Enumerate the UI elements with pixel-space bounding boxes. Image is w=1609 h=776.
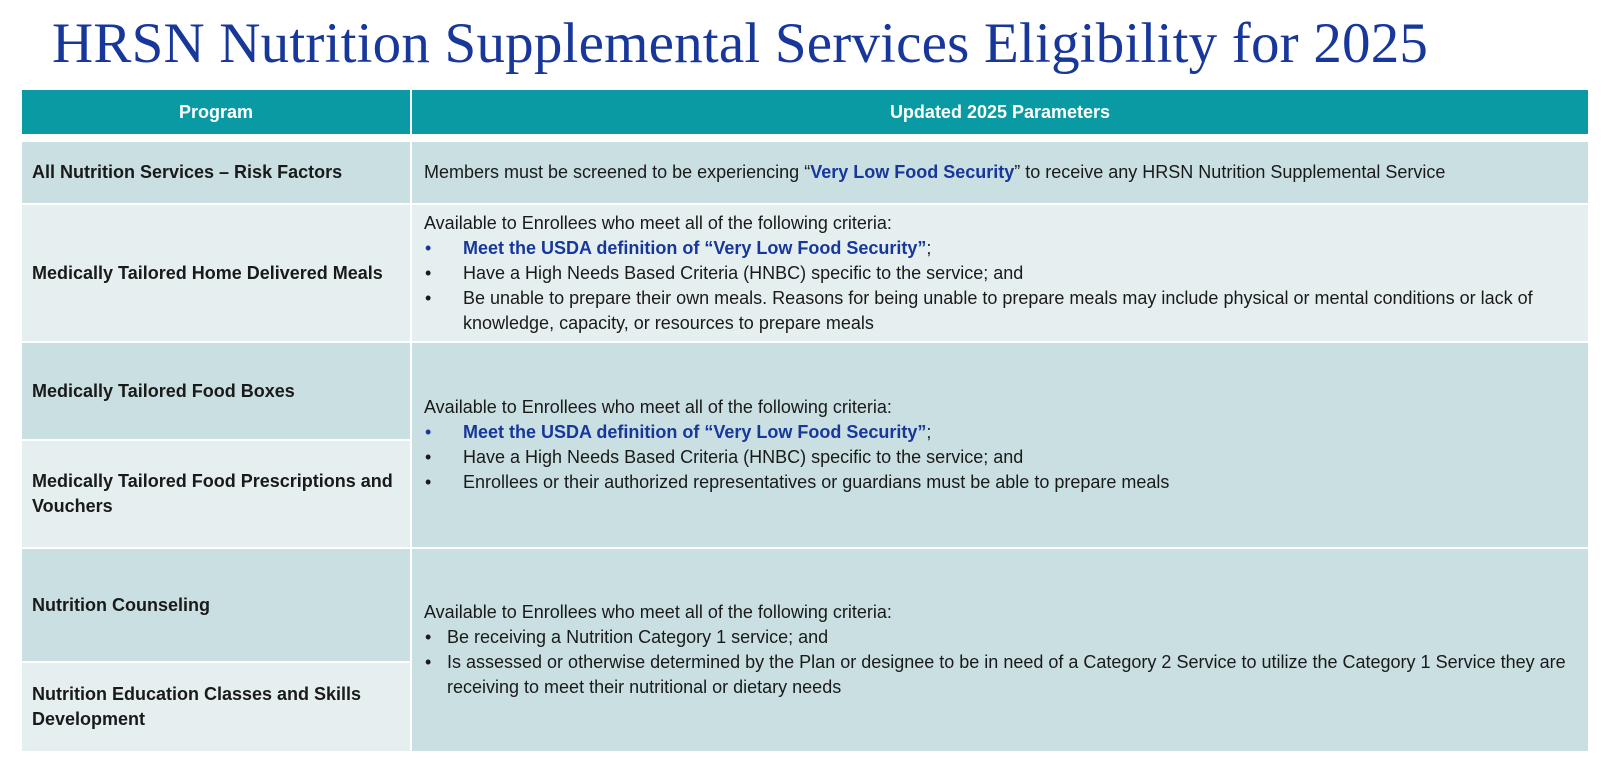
bullet-icon: • (425, 627, 432, 647)
criteria-highlight: Meet the USDA definition of “Very Low Food Security” (463, 422, 927, 442)
risk-text-after: ” to receive any HRSN Nutrition Supplemental Service (1014, 162, 1446, 182)
table-row-risk-factors (21, 138, 1589, 204)
program-name: Nutrition Education Classes and Skills Development (21, 662, 411, 752)
criteria-text: Be receiving a Nutrition Category 1 service; and (447, 627, 829, 647)
criteria-item (424, 470, 1576, 495)
criteria-text: Is assessed or otherwise determined by the Plan or designee to be in need of a Category 2 Service to utilize the Category 1 Service they are receiving to meet their nutritional or dietary needs (447, 652, 1566, 697)
parameter-criteria (411, 204, 1589, 342)
parameter-text (411, 138, 1589, 204)
program-name: All Nutrition Services – Risk Factors (21, 138, 411, 204)
criteria-item (424, 445, 1576, 470)
very-low-food-security-highlight: Very Low Food Security (810, 162, 1015, 182)
parameter-criteria (411, 548, 1589, 752)
criteria-text: Be unable to prepare their own meals. Reasons for being unable to prepare meals may include physical or mental conditions or lack of knowledge, capacity, or resources to prepare meals (463, 287, 1533, 333)
page-title: HRSN Nutrition Supplemental Services Eligibility for 2025 (52, 12, 1429, 75)
criteria-item (424, 236, 1576, 261)
criteria-intro: Available to Enrollees who meet all of the following criteria: (424, 602, 892, 622)
table-header-row (21, 89, 1589, 138)
risk-text-before: Members must be screened to be experiencing “ (424, 162, 811, 182)
criteria-item (424, 420, 1576, 445)
eligibility-table (20, 88, 1590, 753)
criteria-list (424, 236, 1576, 336)
criteria-text: Have a High Needs Based Criteria (HNBC) specific to the service; and (463, 447, 1024, 467)
bullet-icon: • (425, 652, 432, 672)
criteria-highlight: Meet the USDA definition of “Very Low Food Security” (463, 237, 927, 258)
program-name: Medically Tailored Food Boxes (21, 342, 411, 440)
bullet-icon: • (425, 237, 432, 258)
criteria-text: Enrollees or their authorized representatives or guardians must be able to prepare meals (463, 472, 1170, 492)
table-row-nutrition-counseling (21, 548, 1589, 662)
criteria-list (424, 625, 1576, 700)
criteria-list (424, 420, 1576, 495)
criteria-suffix: ; (926, 422, 932, 442)
parameter-criteria (411, 342, 1589, 548)
bullet-icon: • (425, 262, 432, 283)
program-name: Medically Tailored Home Delivered Meals (21, 204, 411, 342)
program-name: Nutrition Counseling (21, 548, 411, 662)
criteria-text: Have a High Needs Based Criteria (HNBC) specific to the service; and (463, 262, 1024, 283)
criteria-intro: Available to Enrollees who meet all of the following criteria: (424, 212, 892, 233)
criteria-intro: Available to Enrollees who meet all of the following criteria: (424, 397, 892, 417)
program-column-header: Program (21, 89, 411, 138)
criteria-item (424, 650, 1576, 700)
bullet-icon: • (425, 287, 432, 308)
bullet-icon: • (425, 472, 432, 492)
table-row-food-boxes (21, 342, 1589, 440)
criteria-item (424, 261, 1576, 286)
criteria-item (424, 625, 1576, 650)
program-name: Medically Tailored Food Prescriptions and Vouchers (21, 440, 411, 548)
table-row-home-delivered-meals (21, 204, 1589, 342)
bullet-icon: • (425, 422, 432, 442)
criteria-item (424, 286, 1576, 336)
bullet-icon: • (425, 447, 432, 467)
criteria-suffix: ; (926, 237, 932, 258)
parameters-column-header: Updated 2025 Parameters (411, 89, 1589, 138)
